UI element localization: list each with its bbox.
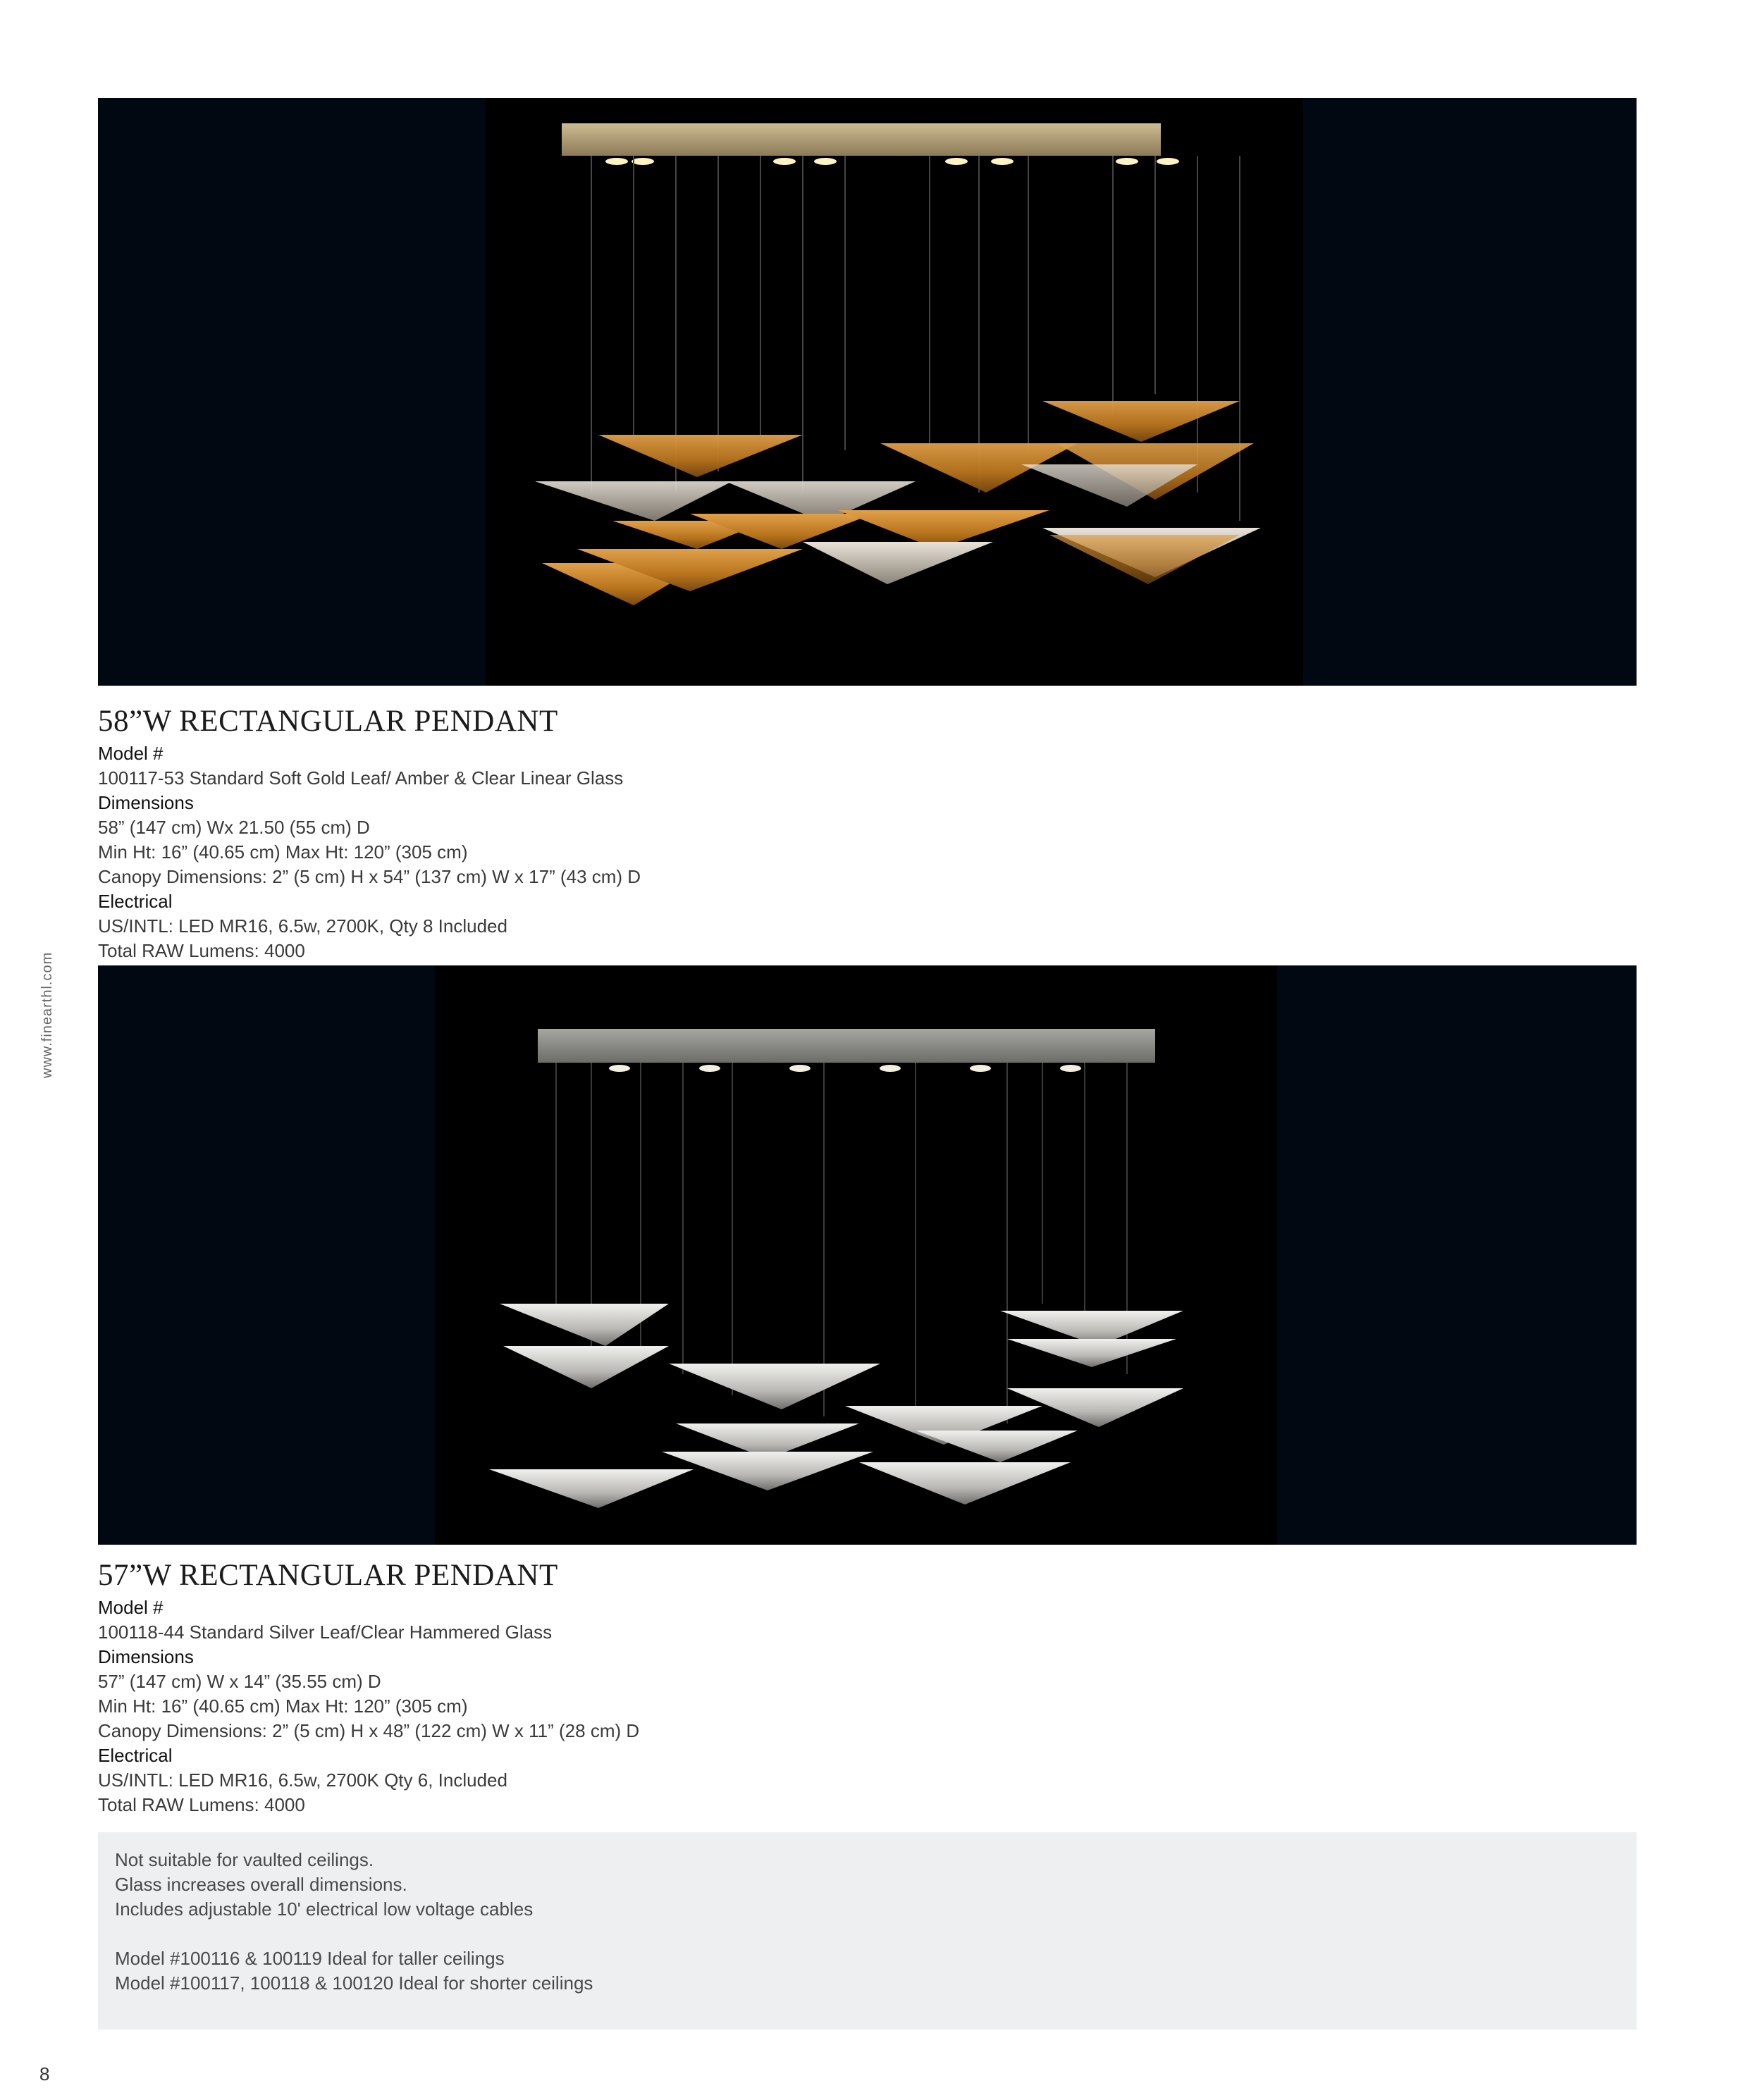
model-label: Model # — [98, 743, 164, 764]
electrical-line: Total RAW Lumens: 4000 — [98, 1794, 305, 1815]
dimension-line: Canopy Dimensions: 2” (5 cm) H x 54” (137 cm) W x 17” (43 cm) D — [98, 866, 641, 887]
note-line: Model #100117, 100118 & 100120 Ideal for shorter ceilings — [115, 1972, 593, 1994]
note-line: Includes adjustable 10' electrical low voltage cables — [115, 1898, 534, 1920]
dimension-line: Canopy Dimensions: 2” (5 cm) H x 48” (122 cm) W x 11” (28 cm) D — [98, 1720, 640, 1741]
note-line: Not suitable for vaulted ceilings. — [115, 1849, 374, 1870]
electrical-line: US/INTL: LED MR16, 6.5w, 2700K, Qty 8 Included — [98, 915, 507, 937]
electrical-line: Total RAW Lumens: 4000 — [98, 940, 305, 961]
dimension-line: Min Ht: 16” (40.65 cm) Max Ht: 120” (305 cm) — [98, 1696, 468, 1717]
product-photo-silver-pendant — [98, 965, 1637, 1545]
page-number: 8 — [39, 2063, 50, 2084]
model-label: Model # — [98, 1597, 164, 1618]
silver-pendant-illustration — [98, 965, 1637, 1545]
canopy — [538, 1029, 1155, 1063]
notes-box — [98, 1832, 1637, 2030]
dimensions-label: Dimensions — [98, 1646, 194, 1667]
model-value: 100117-53 Standard Soft Gold Leaf/ Amber & Clear Linear Glass — [98, 767, 624, 789]
note-line: Model #100116 & 100119 Ideal for taller ceilings — [115, 1948, 505, 1969]
product-spec-2 — [98, 1557, 1155, 1817]
dimension-line: Min Ht: 16” (40.65 cm) Max Ht: 120” (305 cm) — [98, 841, 468, 863]
website-url: www.finearthl.com — [39, 951, 55, 1078]
electrical-line: US/INTL: LED MR16, 6.5w, 2700K Qty 6, Included — [98, 1769, 507, 1791]
dimensions-label: Dimensions — [98, 792, 194, 813]
dimension-line: 58” (147 cm) Wx 21.50 (55 cm) D — [98, 817, 370, 838]
product-title: 58”W RECTANGULAR PENDANT — [98, 705, 558, 738]
electrical-label: Electrical — [98, 891, 173, 912]
dimension-line: 57” (147 cm) W x 14” (35.55 cm) D — [98, 1671, 381, 1692]
canopy — [562, 123, 1161, 156]
product-title: 57”W RECTANGULAR PENDANT — [98, 1559, 558, 1592]
product-spec-1 — [98, 703, 1155, 963]
gold-pendant-illustration — [98, 98, 1637, 686]
model-value: 100118-44 Standard Silver Leaf/Clear Hammered Glass — [98, 1622, 553, 1643]
note-spacer — [115, 1922, 1620, 1946]
product-photo-gold-pendant — [98, 98, 1637, 686]
electrical-label: Electrical — [98, 1745, 173, 1766]
note-line: Glass increases overall dimensions. — [115, 1874, 407, 1895]
